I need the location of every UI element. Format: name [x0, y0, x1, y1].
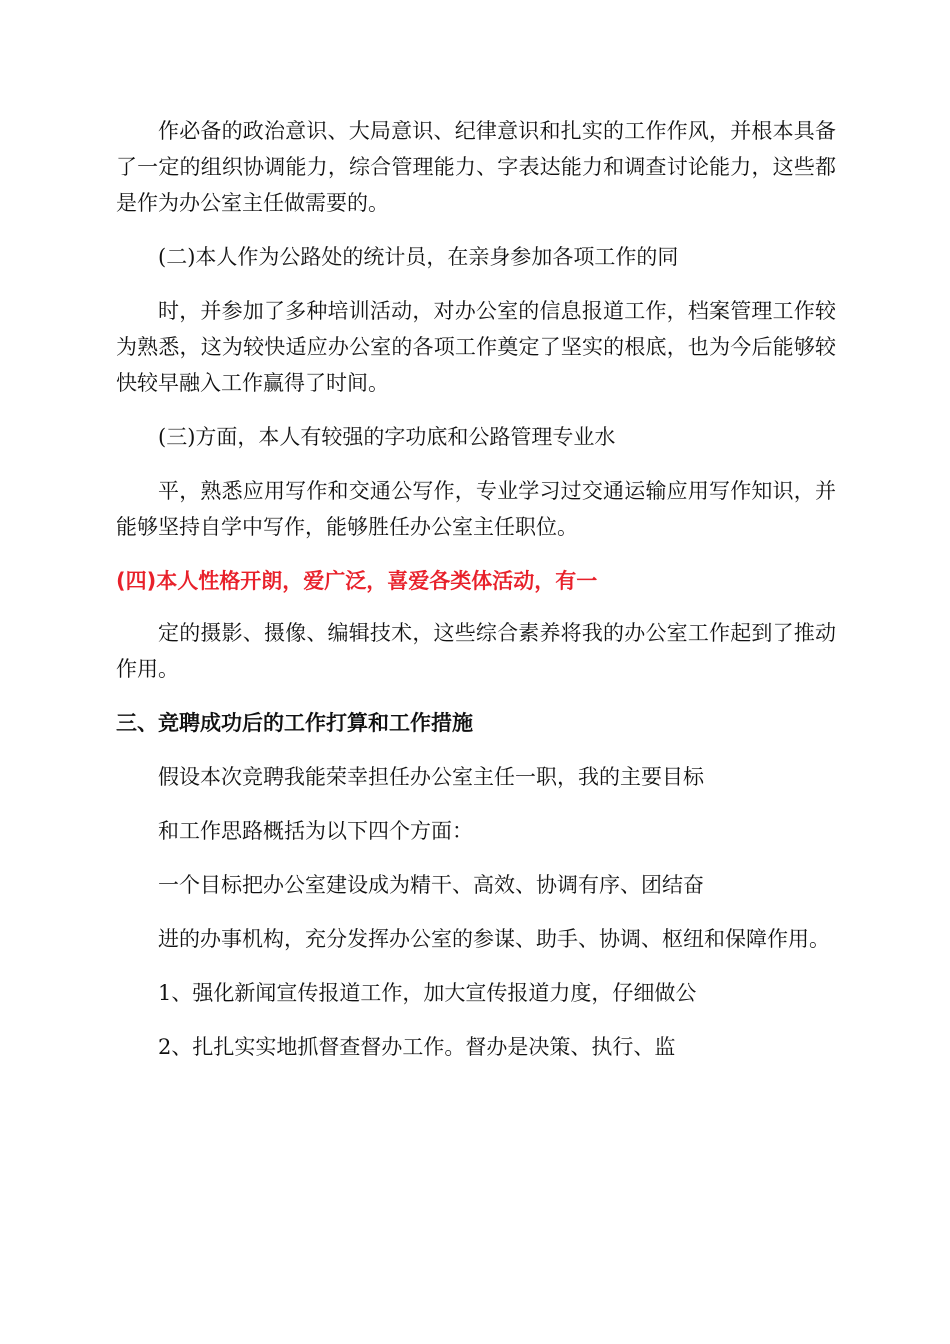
- paragraph-item-2-start: (二)本人作为公路处的统计员，在亲身参加各项工作的同: [158, 245, 679, 269]
- paragraph-item-3-start: (三)方面，本人有较强的字功底和公路管理专业水: [158, 425, 616, 449]
- paragraph-item-4-body: 定的摄影、摄像、编辑技术，这些综合素养将我的办公室工作起到了推动作用。: [116, 621, 836, 681]
- paragraph-goal-intro-cont: 和工作思路概括为以下四个方面：: [158, 819, 473, 843]
- paragraph-one-goal: 一个目标把办公室建设成为精干、高效、协调有序、团结奋: [158, 873, 704, 897]
- paragraph-item-2-body: 时，并参加了多种培训活动，对办公室的信息报道工作，档案管理工作较为熟悉，这为较快适应办公室的各项工作奠定了坚实的根底，也为今后能够较快较早融入工作赢得了时间。: [116, 299, 836, 395]
- paragraph-one-goal-body: 进的办事机构，充分发挥办公室的参谋、助手、协调、枢纽和保障作用。: [158, 927, 830, 951]
- list-item-1: 1、强化新闻宣传报道工作，加大宣传报道力度，仔细做公: [158, 981, 697, 1005]
- list-item-2: 2、扎扎实实地抓督查督办工作。督办是决策、执行、监: [158, 1035, 676, 1059]
- paragraph-item-3-body: 平，熟悉应用写作和交通公写作，专业学习过交通运输应用写作知识，并能够坚持自学中写作，能够胜任办公室主任职位。: [116, 479, 836, 539]
- paragraph-item-4-highlighted: (四)本人性格开朗，爱广泛，喜爱各类体活动，有一: [116, 569, 598, 593]
- paragraph-goal-intro: 假设本次竞聘我能荣幸担任办公室主任一职，我的主要目标: [158, 765, 704, 789]
- document-body: [116, 113, 836, 1065]
- section-heading-3: 三、竞聘成功后的工作打算和工作措施: [116, 711, 473, 735]
- paragraph-qualities: 作必备的政治意识、大局意识、纪律意识和扎实的工作作风，并根本具备了一定的组织协调能力，综合管理能力、字表达能力和调查讨论能力，这些都是作为办公室主任做需要的。: [116, 119, 836, 215]
